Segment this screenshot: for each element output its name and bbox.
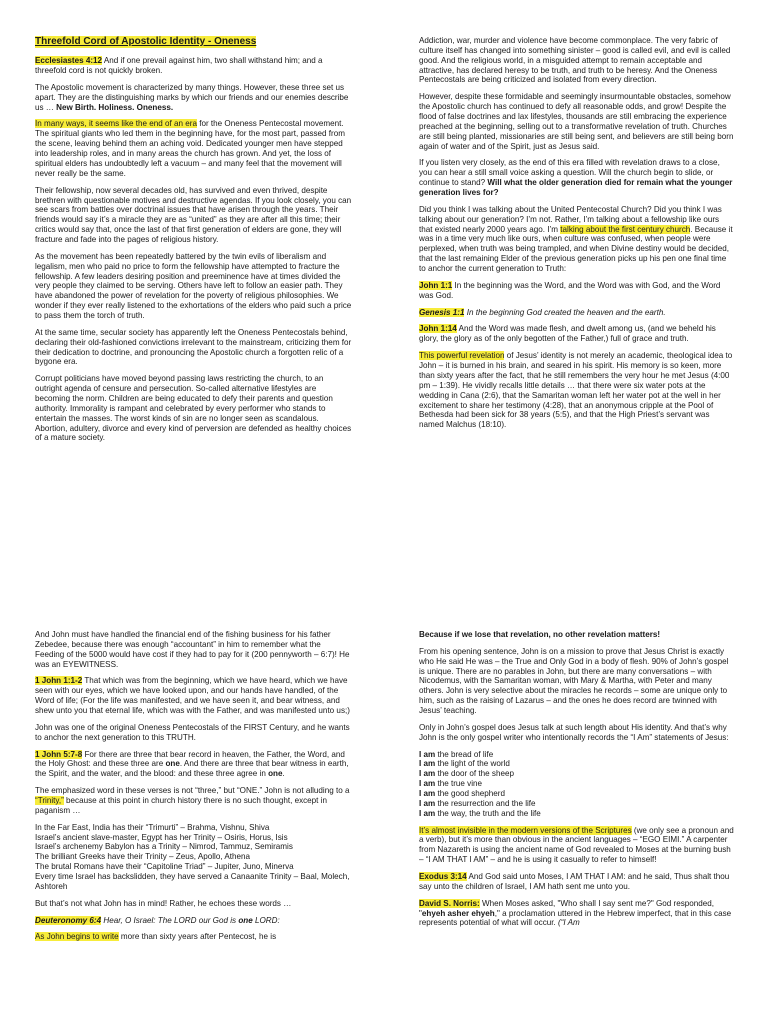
paragraph: Exodus 3:14 And God said unto Moses, I AM THAT I AM: and he said, Thus shalt thou say unto the children of Israel, I AM hath sent me unto you. — [419, 872, 730, 891]
list-item: I am the true vine — [419, 779, 482, 789]
paragraph: As John begins to write more than sixty years after Pentecost, he is — [35, 932, 277, 942]
paragraph: 1 John 1:1-2 That which was from the beginning, which we have heard, which we have seen with our eyes, which we have looked upon, and our hands have handled, of the Word of life; (For the life was manifested, and we have seen it, and bear witness, and shew unto you that eternal life, which was with the Father, and was manifested unto us;) — [35, 676, 350, 716]
document-title: Threefold Cord of Apostolic Identity - Oneness — [35, 36, 257, 47]
author-reference: David S. Norris: — [419, 898, 480, 908]
scripture-reference: 1 John 5:7-8 — [35, 749, 83, 759]
scripture-reference: Genesis 1:1 — [419, 307, 465, 317]
paragraph: In many ways, it seems like the end of an era for the Oneness Pentecostal movement. The spiritual giants who led them in the beginning have, for the most part, passed from the scene, leaving behind them an aching void. Dedicated younger men have stepped into leadership roles, and in many areas the church has grown. And yet, the loss of spiritual elders has undoubtedly left a vacuum – and many feel that the movement will never really be the same. — [35, 119, 345, 178]
scripture-reference: Ecclesiastes 4:12 — [35, 56, 103, 66]
list-line: The brutal Romans have their “Capitoline Triad” – Jupiter, Juno, Minerva — [35, 862, 294, 872]
paragraph: Ecclesiastes 4:12 And if one prevail against him, two shall withstand him; and a threefold cord is not quickly broken. — [35, 56, 323, 76]
paragraph: However, despite these formidable and seemingly insurmountable obstacles, somehow the Apostolic church has continued to defy all reasonable odds, and grow! Despite the flood of false doctrines and lax lifestyles, thousands are still embracing the experience preached at the beginning, selling out to a transformative revelation of truth. Churches are still being planted, missionaries are still being sent, and believers are still being born again of water and of the Spirit, just as Jesus said. — [419, 92, 734, 151]
list-line: Israel’s archenemy Babylon has a Trinity – Nimrod, Tammuz, Semiramis — [35, 842, 293, 852]
threefold-marks: New Birth. Holiness. Oneness. — [56, 102, 174, 112]
paragraph: It’s almost invisible in the modern versions of the Scriptures (we only see a pronoun and a verb), but it’s more than obvious in the ancient languages – “EGO EIMI.” A carpenter from Nazareth is using the ancient name of God revealed to Moses at the burning bush – “I AM THAT I AM” – and he is using it casually to refer to himself! — [419, 825, 734, 865]
paragraph: Because if we lose that revelation, no other revelation matters! — [419, 630, 661, 639]
scripture-reference: Exodus 3:14 — [419, 872, 467, 882]
paragraph: John was one of the original Oneness Pentecostals of the FIRST Century, and he wants to anchor the next generation to this TRUTH. — [35, 722, 350, 742]
paragraph: John 1:1 In the beginning was the Word, and the Word was with God, and the Word was God. — [419, 280, 721, 300]
highlight: It’s almost invisible in the modern versions of the Scriptures — [419, 825, 632, 835]
list-item: I am the bread of life — [419, 749, 494, 759]
highlight: talking about the first century church — [560, 224, 691, 234]
paragraph: John 1:14 And the Word was made flesh, and dwelt among us, (and we beheld his glory, the glory as of the only begotten of the Father,) full of grace and truth. — [419, 324, 716, 344]
paragraph: This powerful revelation of Jesus’ identity is not merely an academic, theological idea to John – it is burned in his brain, and seared in his spirit. His memory is so keen, more than sixty years after the fact, that he still remembers the very hour he met Jesus (4:00 pm – 1:39). He vividly recalls little details … that there were six water pots at the wedding in Cana (2:6), that the Samaritan woman left her water pot at the well in her excitement to share her testimony (4:28), that an anonymous cripple at the Pool of Bethesda had been sick for 38 years (5:5), and that the High Priest’s servant was named Malchus (18:10). — [419, 351, 733, 430]
highlight: This powerful revelation — [419, 351, 505, 361]
highlight: In many ways, it seems like the end of an era — [35, 119, 197, 129]
scripture-reference: John 1:14 — [419, 324, 457, 334]
paragraph: Deuteronomy 6:4 Hear, O Israel: The LORD our God is one LORD: — [35, 915, 280, 925]
trinity-list — [35, 823, 352, 892]
list-line: In the Far East, India has their “Trimurti” – Brahma, Vishnu, Shiva — [35, 822, 270, 832]
paragraph: Addiction, war, murder and violence have become commonplace. The very fabric of culture itself has changed into something sinister – good is called evil, and evil is called good. And the religious world, in a misguided attempt to remain acceptable and attractive, has declared heresy to be truth, and truth to be heresy. And the Oneness Pentecostals are being criticized and isolated from every direction. — [419, 36, 731, 85]
list-line: Every time Israel has backslidden, they have served a Canaanite Trinity – Baal, Molech, Ashtoreh — [35, 872, 350, 891]
list-item: I am the door of the sheep — [419, 769, 514, 779]
list-item: I am the resurrection and the life — [419, 798, 536, 808]
paragraph: David S. Norris: When Moses asked, "Who shall I say sent me?" God responded, "ehyeh asher ehyeh," a proclamation uttered in the Hebrew imperfect, that in this case represents potential of what will occur. (“I Am — [419, 898, 732, 928]
paragraph: The emphasized word in these verses is not “three,” but “ONE.” John is not alluding to a “Trinity,” because at this point in church history there is no such thought, except in paganism … — [35, 786, 350, 815]
paragraph: Did you think I was talking about the United Pentecostal Church? Did you think I was talking about our generation? I’m not. Rather, I’m talking about a fellowship like ours that existed nearly 2000 years ago. I’m talking about the first century church. Because it was in a time very much like ours, when culture was confused, when people were perplexed, when truth was being trampled, and when Divine destiny would be decided, that the last remaining Elder of the previous generation picks up his pen one final time to anchor the current generation to Truth: — [419, 204, 733, 274]
paragraph: From his opening sentence, John is on a mission to prove that Jesus Christ is exactly who He said He was – the True and Only God in a body of flesh. 90% of John’s gospel is unique. There are no parables in John, but there are many conversations – with Nicodemus, with the Samaritan woman, with Mary & Martha, with Peter and many others. John is very selective about the miracles he records – some are unique only to him, such as the raising of Lazarus – and the ones he does record are twinned with Jesus’ teaching. — [419, 646, 729, 716]
paragraph: At the same time, secular society has apparently left the Oneness Pentecostals behind, declaring their old-fashioned convictions irrelevant to the mainstream, criticizing them for their dedication to doctrine, and pronouncing the Apostolic church a forgotten relic of a bygone era. — [35, 327, 352, 367]
paragraph: But that’s not what John has in mind! Rather, he echoes these words … — [35, 898, 292, 908]
scripture-reference: Deuteronomy 6:4 — [35, 915, 102, 925]
list-item: I am the light of the world — [419, 759, 510, 769]
list-item: I am the good shepherd — [419, 789, 505, 799]
paragraph: And John must have handled the financial end of the fishing business for his father Zebedee, because there was enough “accountant” in him to remember what the Feeding of the 5000 would have cost if they had to pay for it (200 pennyworth – 6:7)! He was an EYEWITNESS. — [35, 630, 350, 669]
paragraph: Their fellowship, now several decades old, has survived and even thrived, despite brethren with questionable motives and destructive agendas. If you look closely, you can see scars from battles over doctrinal issues that have arisen through the years. Their friends would say it’s a miracle they are as “united” as they are after all this time; their critics would say that, once the last of that first generation of elders are gone, they will fracture and fade into the pages of religious history. — [35, 185, 352, 244]
key-question: Will what the older generation died for remain what the younger generation lives for? — [419, 178, 733, 198]
highlight: As John begins to write — [35, 932, 119, 942]
paragraph: As the movement has been repeatedly battered by the twin evils of liberalism and legalism, men who paid no price to form the fellowship have attempted to fracture the fellowship. A few leaders desiring position and preeminence have at times divided the very people they claimed to be serving. Others have left to follow an easier path. They have abandoned the power of revelation for the poverty of religious philosophies. We wonder if they ever really listened to the exhortations of the elders who paid such a price to pass them the torch of truth. — [35, 251, 352, 320]
list-line: The brilliant Greeks have their Trinity – Zeus, Apollo, Athena — [35, 852, 251, 862]
bottom-right-column — [419, 630, 734, 935]
paragraph: If you listen very closely, as the end of this era filled with revelation draws to a close, you can hear a still small voice asking a question. Will the church begin to slide, or continue to stand? Will what the older generation died for remain what the younger generation lives for? — [419, 158, 733, 198]
list-item: I am the way, the truth and the life — [419, 808, 541, 818]
list-line: Israel’s ancient slave-master, Egypt has her Trinity – Osiris, Horus, Isis — [35, 832, 288, 842]
i-am-list — [419, 750, 734, 819]
paragraph: The Apostolic movement is characterized by many things. However, these three set us apart. They are the distinguishing marks by which our friends and our enemies describe us … New Birth. Holiness. Oneness. — [35, 82, 349, 112]
paragraph: Genesis 1:1 In the beginning God created the heaven and the earth. — [419, 307, 666, 317]
scripture-reference: 1 John 1:1-2 — [35, 676, 83, 686]
highlight: “Trinity,” — [35, 796, 64, 806]
scripture-reference: John 1:1 — [419, 280, 453, 290]
top-right-column — [419, 36, 734, 437]
bottom-left-column — [35, 630, 352, 949]
paragraph: Corrupt politicians have moved beyond passing laws restricting the church, to an outright agenda of censure and persecution. So-called alternative lifestyles are becoming the norm. Children are being educated to defy their parents and question authority. Immorality is rampant and celebrated by every performer who stands to entertain the masses. The worst kinds of sin are no longer seen as scandalous. Abortion, adultery, divorce and every kind of perversion are defended as healthy choices of a mature society. — [35, 374, 352, 443]
paragraph: Only in John’s gospel does Jesus talk at such length about His identity. And that’s why John is the only gospel writer who intentionally records the “I Am” statements of Jesus: — [419, 722, 729, 742]
paragraph: 1 John 5:7-8 For there are three that bear record in heaven, the Father, the Word, and the Holy Ghost: and these three are one. And there are three that bear witness in earth, the Spirit, and the water, and the blood: and these three agree in one. — [35, 749, 349, 779]
top-left-column — [35, 36, 352, 450]
